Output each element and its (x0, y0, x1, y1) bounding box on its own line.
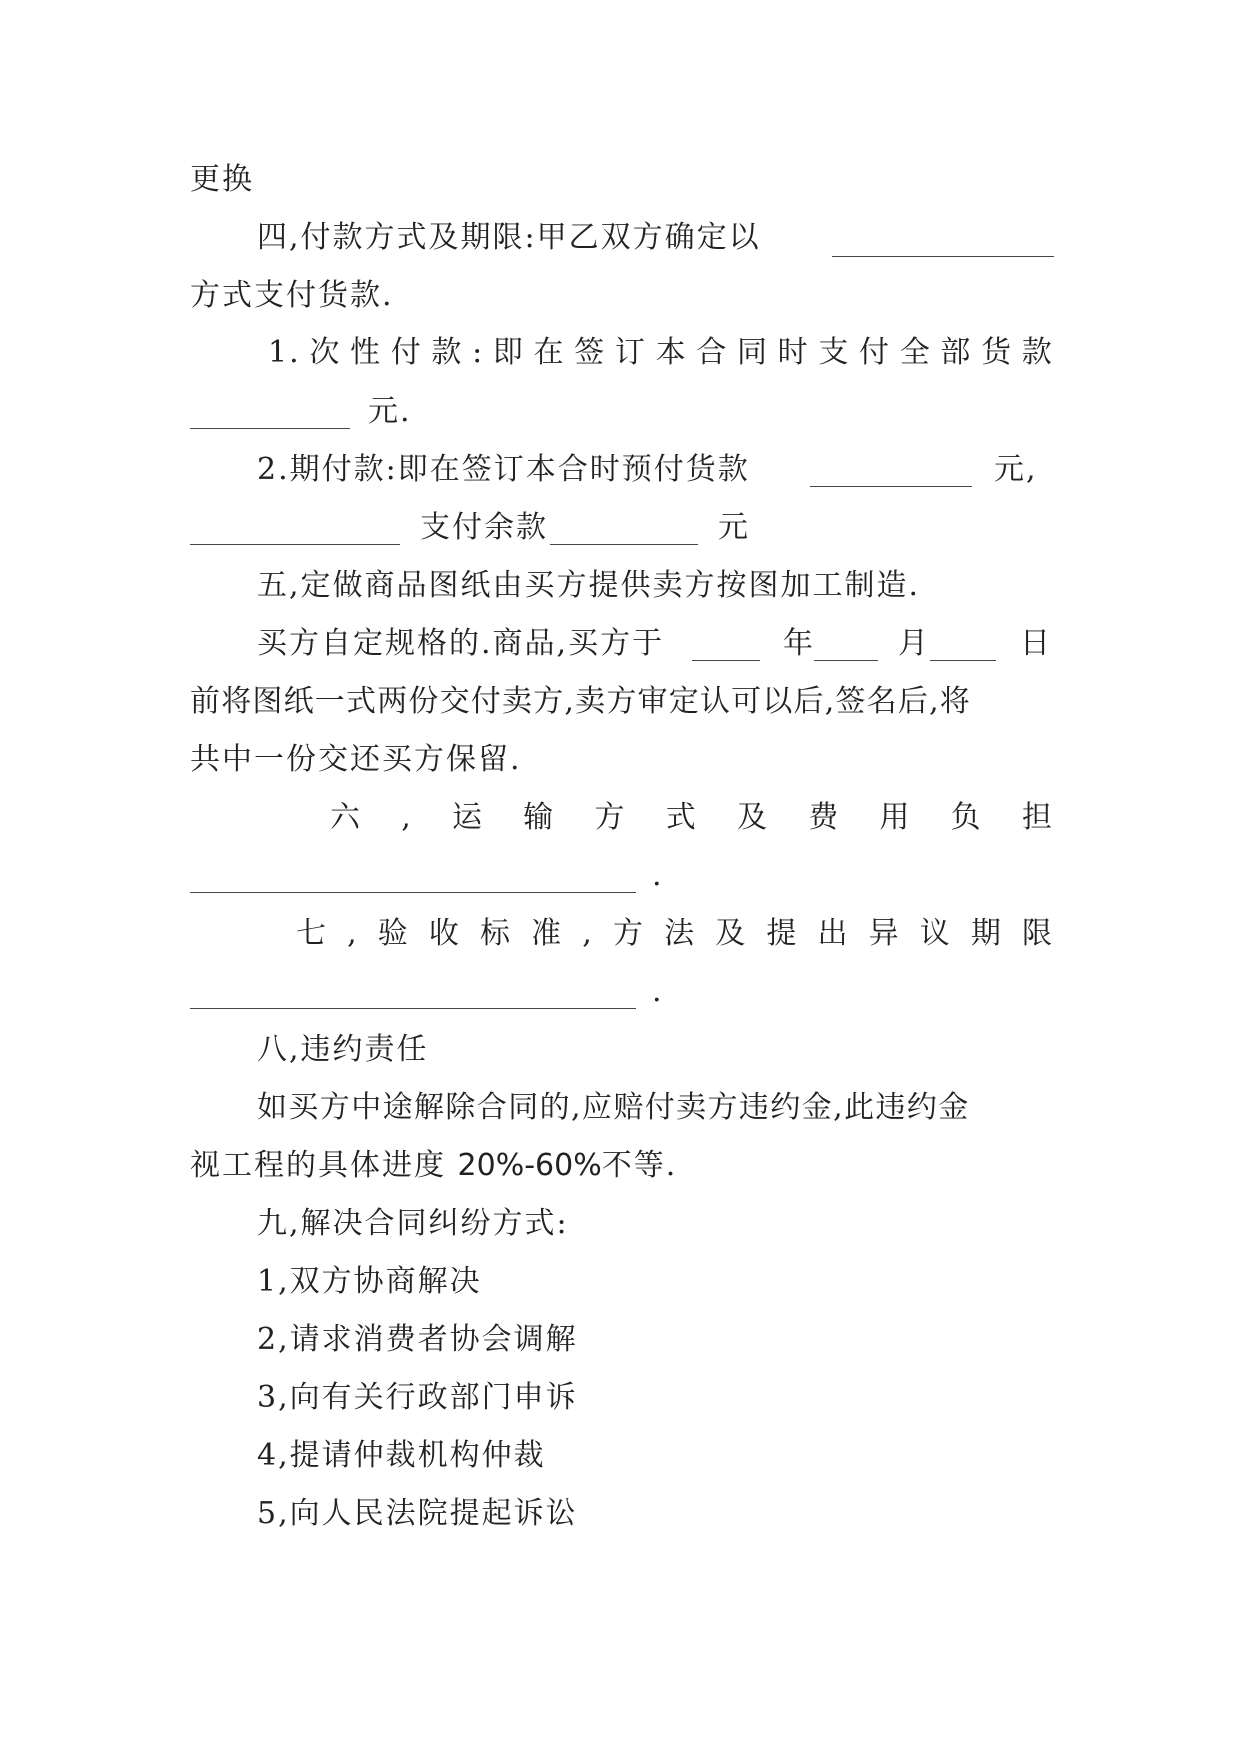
char: 期 (970, 916, 1003, 951)
char: 本 (655, 335, 688, 370)
char: 出 (817, 916, 850, 951)
char: 及 (736, 800, 769, 835)
char: 即 (492, 335, 525, 370)
section-4-tail: 方式支付货款. (190, 278, 394, 313)
percent-range: 20%-60% (457, 1148, 602, 1183)
char: 次 (309, 335, 342, 370)
char: 性 (350, 335, 382, 370)
char: 异 (868, 916, 901, 951)
section-8-line-2 (190, 1146, 677, 1186)
year-label: 年 (783, 626, 815, 661)
char: 输 (523, 800, 556, 835)
date-blank (190, 544, 400, 545)
item-2-tail: 元 (718, 510, 750, 545)
char: 付 (859, 335, 892, 370)
inspection-blank (190, 1008, 636, 1009)
char: 提 (766, 916, 799, 951)
section-7-end: . (652, 974, 664, 1009)
amount-blank (190, 428, 350, 429)
balance-blank (550, 544, 698, 545)
section-4-heading: 四,付款方式及期限:甲乙双方确定以 (257, 220, 761, 255)
month-blank (814, 660, 878, 661)
char: 担 (1021, 800, 1054, 835)
char: 订 (614, 335, 647, 370)
section-5-line-3: 共中一份交还买方保留. (190, 742, 522, 777)
item-1-line (268, 333, 1054, 373)
char: 方 (594, 800, 627, 835)
char: 签 (574, 335, 607, 370)
char: 时 (777, 335, 810, 370)
item-2-yuan: 元, (994, 452, 1038, 487)
list-item: 5,向人民法院提起诉讼 (257, 1496, 578, 1531)
char: , (401, 800, 413, 835)
char: 合 (696, 335, 729, 370)
char: 款 (431, 335, 464, 370)
char: 负 (950, 800, 983, 835)
section-8-line-1: 如买方中途解除合同的,应赔付卖方违约金,此违约金 (257, 1090, 970, 1125)
char: 全 (899, 335, 932, 370)
list-item: 2,请求消费者协会调解 (257, 1322, 578, 1357)
char: 议 (919, 916, 952, 951)
char: 验 (377, 916, 410, 951)
section-7-line (296, 914, 1054, 954)
char: 款 (1021, 335, 1054, 370)
payment-method-blank (832, 256, 1054, 257)
char: 部 (940, 335, 973, 370)
char: 同 (736, 335, 769, 370)
item-2-pay: 支付余款 (420, 510, 548, 545)
text-fragment: 不等. (601, 1148, 678, 1183)
char: , (347, 916, 359, 951)
list-item: 4,提请仲裁机构仲裁 (257, 1438, 546, 1473)
item-1-tail: 元. (368, 394, 412, 429)
char: , (582, 916, 594, 951)
list-item: 3,向有关行政部门申诉 (257, 1380, 578, 1415)
day-blank (930, 660, 996, 661)
month-label: 月 (898, 626, 930, 661)
item-2-heading: 2.期付款:即在签订本合时预付货款 (257, 452, 750, 487)
char: 收 (428, 916, 461, 951)
year-blank (692, 660, 760, 661)
char: 标 (480, 916, 513, 951)
day-label: 日 (1020, 626, 1052, 661)
section-6-end: . (652, 858, 664, 893)
prepay-blank (810, 486, 972, 487)
char: 法 (664, 916, 697, 951)
transport-blank (190, 892, 636, 893)
char: 方 (612, 916, 645, 951)
section-5-line-2: 前将图纸一式两份交付卖方,卖方审定认可以后,签名后,将 (190, 684, 972, 719)
char: : (472, 335, 485, 370)
char: 在 (533, 335, 566, 370)
section-6-line (330, 798, 1054, 838)
char: 支 (818, 335, 851, 370)
char: 六 (330, 800, 362, 835)
section-9-heading: 九,解决合同纠纷方式: (257, 1206, 569, 1241)
char: 货 (981, 335, 1014, 370)
char: 1. (268, 335, 301, 370)
text-line: 更换 (190, 162, 254, 197)
section-5-heading: 五,定做商品图纸由买方提供卖方按图加工制造. (257, 568, 921, 603)
char: 限 (1021, 916, 1054, 951)
char: 付 (390, 335, 423, 370)
list-item: 1,双方协商解决 (257, 1264, 482, 1299)
section-8-heading: 八,违约责任 (257, 1032, 429, 1067)
char: 费 (808, 800, 841, 835)
char: 及 (715, 916, 748, 951)
char: 用 (879, 800, 912, 835)
section-5-line-1: 买方自定规格的.商品,买方于 (257, 626, 665, 661)
char: 七 (296, 916, 328, 951)
text-fragment: 视工程的具体进度 (190, 1148, 446, 1183)
char: 运 (452, 800, 485, 835)
char: 准 (531, 916, 564, 951)
char: 式 (665, 800, 698, 835)
